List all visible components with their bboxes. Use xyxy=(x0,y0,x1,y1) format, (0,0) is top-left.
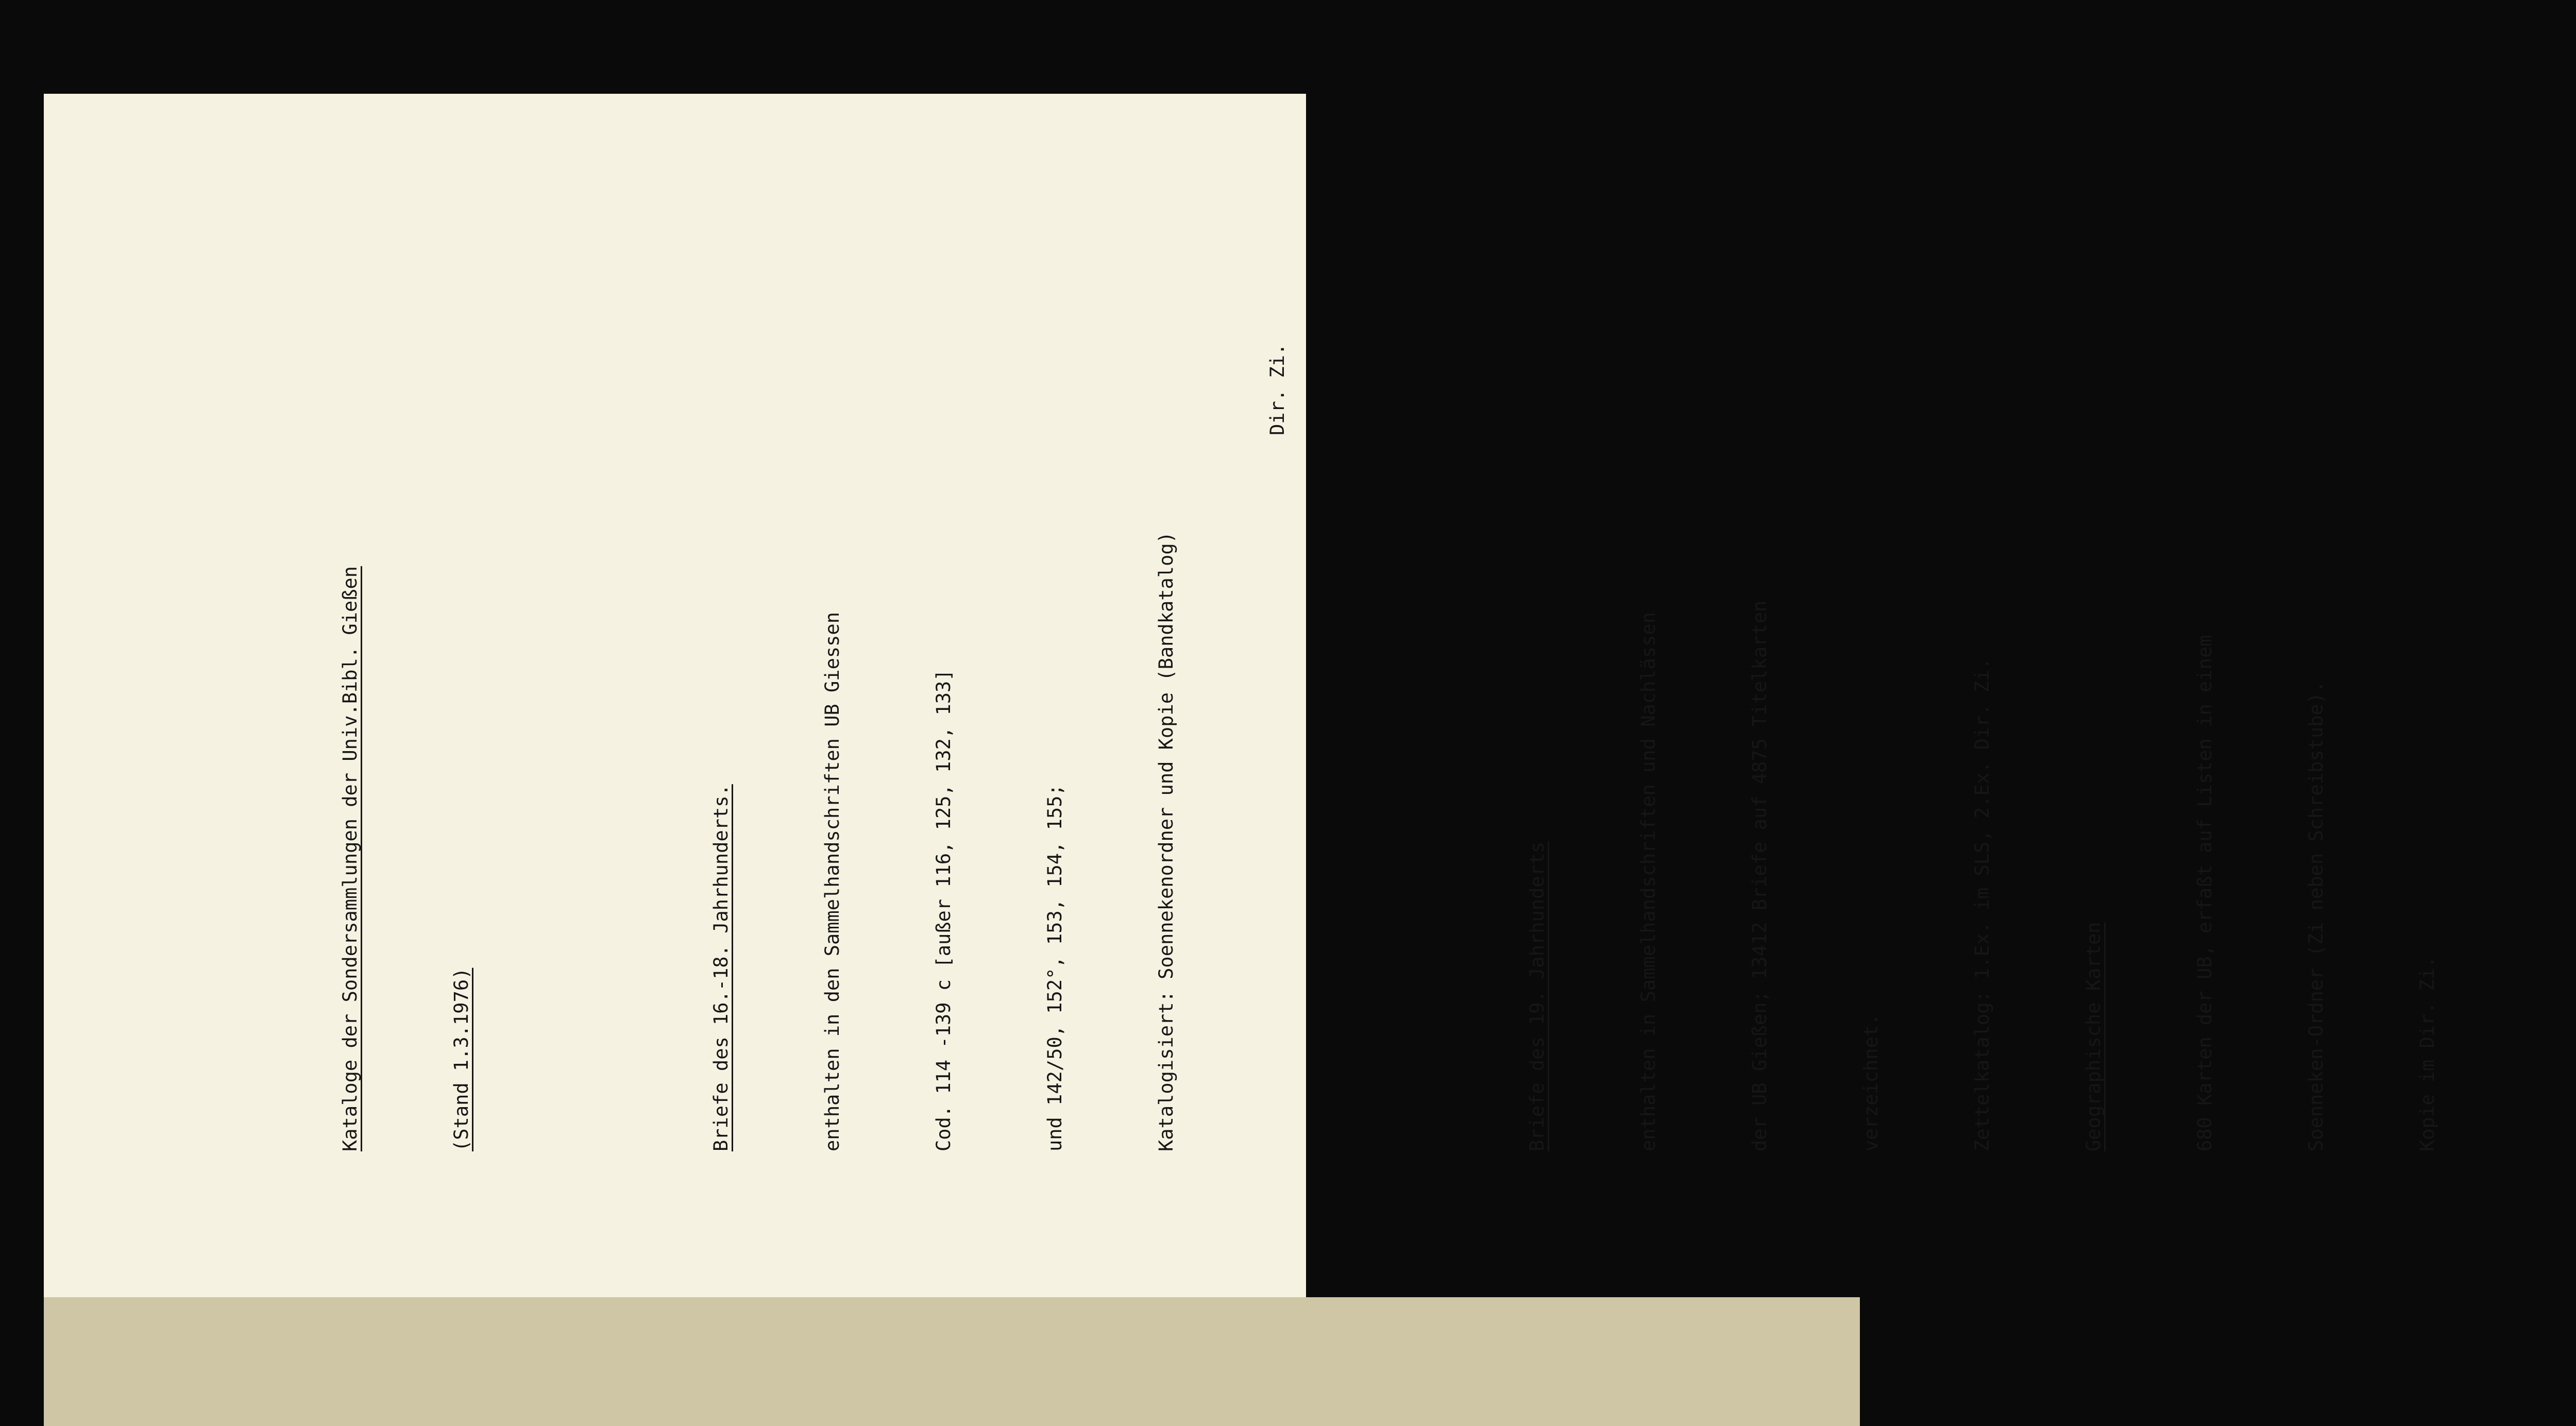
section-line: Cod. 114 -139 c [außer 116, 125, 132, 133] xyxy=(933,669,955,1151)
document-date: (Stand 1.3.1976) xyxy=(450,967,472,1151)
section-line: enthalten in den Sammelhandschriften UB Giessen xyxy=(821,612,843,1151)
section-line: Zettelkatalog: 1.Ex. im SLS, 2.Ex. Dir. Zi. xyxy=(1971,658,1993,1151)
background-edge xyxy=(1860,1297,1910,1426)
section-line: und 142/50, 152°, 153, 154, 155; xyxy=(1044,784,1066,1151)
underlying-page-strip xyxy=(44,1297,1862,1426)
section-line: Soenneken-Ordner (Zi neben Schreibstube). xyxy=(2305,681,2327,1151)
section-line: Dir. Zi. xyxy=(1266,343,1289,435)
document-title: Kataloge der Sondersammlungen der Univ.Bibl. Gießen xyxy=(339,566,361,1151)
section-line: Kopie im Dir. Zi. xyxy=(2416,956,2438,1151)
section-line: der UB Gießen; 13412 Briefe auf 4875 Titelkarten xyxy=(1749,600,1771,1151)
section-heading: Geographische Karten xyxy=(2082,922,2105,1151)
section-line: verzeichnet. xyxy=(1860,1013,1882,1151)
section-line: enthalten in Sammelhandschriften und Nachlässen xyxy=(1637,612,1659,1151)
section-line: Katalogisiert: Soennekenordner und Kopie (Bandkatalog) xyxy=(1155,532,1177,1151)
section-line: 680 Karten der UB, erfaßt auf Listen in einem xyxy=(2194,635,2216,1151)
section-heading: Briefe des 16.-18. Jahrhunderts. xyxy=(710,784,732,1151)
section-heading: Briefe des 19. Jahrhunderts xyxy=(1526,841,1548,1151)
typed-document-text xyxy=(258,80,2576,1151)
